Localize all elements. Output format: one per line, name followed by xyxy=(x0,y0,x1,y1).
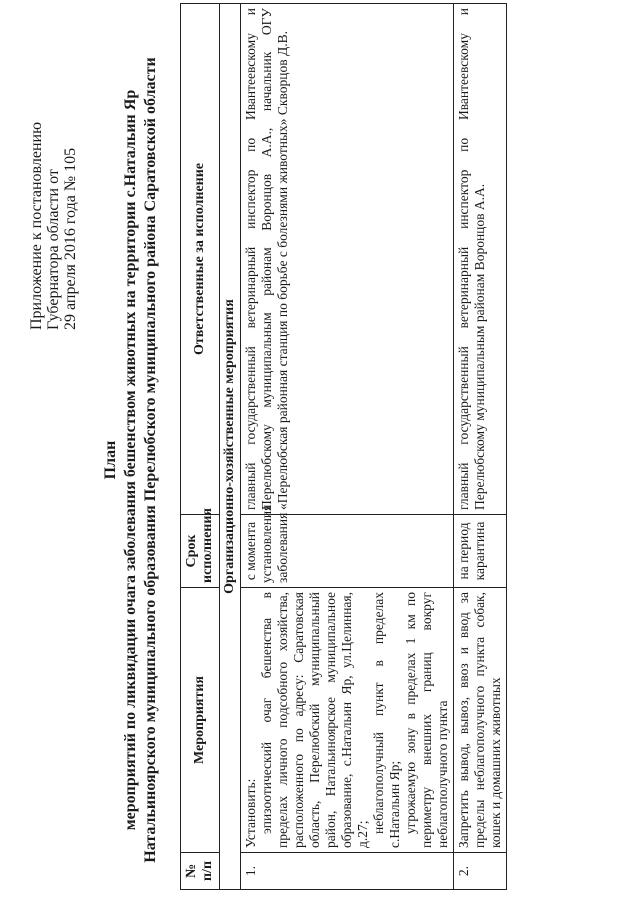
appendix-note xyxy=(28,30,79,330)
section-title: Организационно-хозяйственные мероприятия xyxy=(220,4,241,890)
measure-item-3: угрожаемую зону в пределах 1 км по периметру внешних границ вокруг неблагополучного пункта xyxy=(403,592,450,848)
rotated-document xyxy=(22,8,622,890)
row-term: с момента установления заболевания xyxy=(241,515,454,588)
row-measure xyxy=(241,588,454,853)
row-num: 2. xyxy=(454,853,507,890)
appendix-line-2: Губернатора области от xyxy=(45,169,62,330)
header-measures: Мероприятия xyxy=(181,588,220,853)
row-responsible: главный государственный ветеринарный инспектор по Ивантеевскому и Перелюбскому муниципальным районам Воронцов А.А. xyxy=(454,4,507,515)
plan-title: План xyxy=(102,440,119,480)
measure-intro: Установить: xyxy=(243,778,258,848)
table-header-row xyxy=(181,4,220,890)
table-row xyxy=(454,4,507,890)
measures-table xyxy=(180,3,507,890)
measure-item-1: эпизоотический очаг бешенства в пределах личного подсобного хозяйства, расположенного по адресу: Саратовская область, Перелюбский муниципальный район, Натальиноярское муниципальное образование, с.Натальин Яр, ул.Целинная, д.27; xyxy=(259,592,370,848)
row-measure: Запретить вывод, вывоз, ввоз и ввод за пределы неблагополучного пункта собак, кошек и домашних животных xyxy=(454,588,507,853)
header-responsible: Ответственные за исполнение xyxy=(181,4,220,515)
plan-subtitle-2: Натальиноярского муниципального образования Перелюбского муниципального района Саратовской области xyxy=(142,57,159,863)
row-responsible: главный государственный ветеринарный инспектор по Ивантеевскому и Перелюбскому муниципальным районам Воронцов А.А., начальник ОГУ «Перелюбская районная станция по борьбе с болезнями животных» Скворцов Д.В. xyxy=(241,4,454,515)
row-num: 1. xyxy=(241,853,454,890)
appendix-line-1: Приложение к постановлению xyxy=(28,121,45,330)
section-row xyxy=(220,4,241,890)
measure-item-2: неблагополучный пункт в пределах с.Натальин Яр; xyxy=(371,592,402,848)
row-term: на период карантина xyxy=(454,515,507,588)
appendix-line-3: 29 апреля 2016 года № 105 xyxy=(62,147,79,330)
header-term: Срок исполнения xyxy=(181,515,220,588)
plan-subtitle-1: мероприятий по ликвидации очага заболевания бешенством животных на территории с.Натальин Яр xyxy=(122,89,139,831)
header-num: № п/п xyxy=(181,853,220,890)
table-row xyxy=(241,4,454,890)
